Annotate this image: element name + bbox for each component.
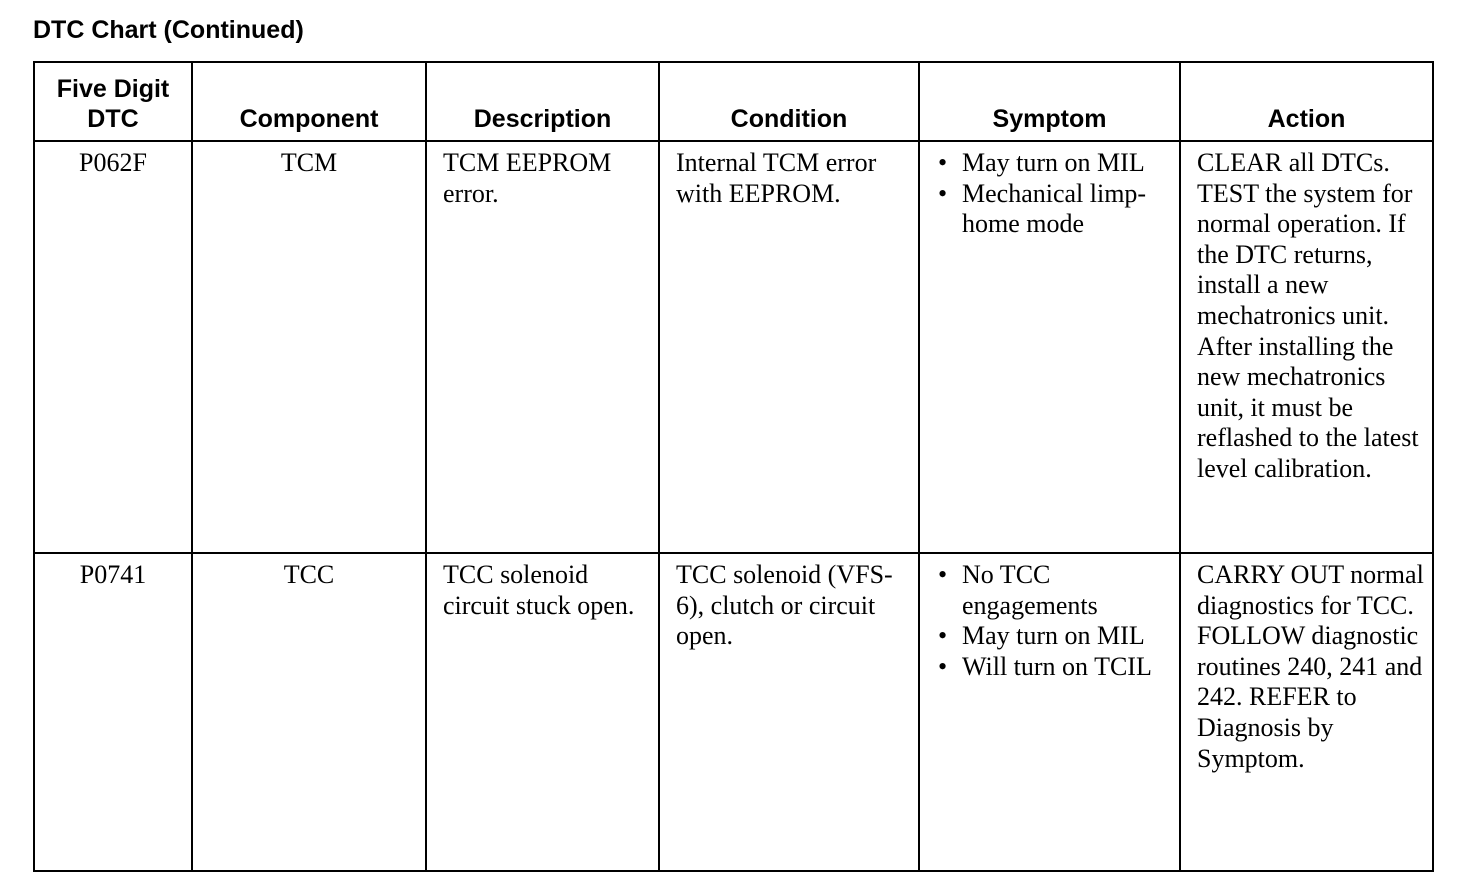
header-five-digit-dtc bbox=[34, 62, 192, 141]
symptom-text: Will turn on TCIL bbox=[962, 651, 1152, 681]
symptom-list bbox=[936, 148, 1171, 240]
symptom-cell bbox=[919, 553, 1180, 871]
dtc-table bbox=[33, 61, 1434, 872]
description-cell: TCM EEPROM error. bbox=[426, 141, 659, 553]
symptom-item bbox=[936, 621, 1171, 652]
header-condition: Condition bbox=[659, 62, 919, 141]
page-title: DTC Chart (Continued) bbox=[33, 16, 304, 44]
header-component: Component bbox=[192, 62, 426, 141]
bullet-icon: • bbox=[938, 621, 948, 651]
symptom-item bbox=[936, 148, 1171, 179]
header-description: Description bbox=[426, 62, 659, 141]
header-dtc-line1: Five Digit bbox=[56, 75, 170, 103]
component-cell: TCC bbox=[192, 553, 426, 871]
component-cell: TCM bbox=[192, 141, 426, 553]
bullet-icon: • bbox=[938, 148, 948, 177]
action-cell: CLEAR all DTCs. TEST the system for normal operation. If the DTC returns, install a new mechatronics unit. After installing the new mechatronics unit, it must be reflashed to the latest level calibration. bbox=[1180, 141, 1433, 553]
table-header-row bbox=[34, 62, 1433, 141]
dtc-code-cell: P0741 bbox=[34, 553, 192, 871]
symptom-text: Mechanical limp-home mode bbox=[962, 178, 1147, 239]
table-row bbox=[34, 553, 1433, 871]
bullet-icon: • bbox=[938, 560, 948, 589]
dtc-code-cell: P062F bbox=[34, 141, 192, 553]
symptom-text: May turn on MIL bbox=[962, 621, 1145, 651]
symptom-item bbox=[936, 179, 1171, 240]
symptom-text: No TCC engagements bbox=[962, 560, 1098, 620]
symptom-text: May turn on MIL bbox=[962, 148, 1145, 177]
symptom-item bbox=[936, 652, 1171, 683]
description-cell: TCC solenoid circuit stuck open. bbox=[426, 553, 659, 871]
table-row bbox=[34, 141, 1433, 553]
symptom-list bbox=[936, 560, 1171, 682]
condition-cell: Internal TCM error with EEPROM. bbox=[659, 141, 919, 553]
header-symptom: Symptom bbox=[919, 62, 1180, 141]
header-action: Action bbox=[1180, 62, 1433, 141]
action-cell: CARRY OUT normal diagnostics for TCC. FOLLOW diagnostic routines 240, 241 and 242. REFER to Diagnosis by Symptom. bbox=[1180, 553, 1433, 871]
header-dtc-line2: DTC bbox=[87, 105, 139, 133]
symptom-item bbox=[936, 560, 1171, 621]
bullet-icon: • bbox=[938, 178, 948, 208]
condition-cell: TCC solenoid (VFS-6), clutch or circuit open. bbox=[659, 553, 919, 871]
symptom-cell bbox=[919, 141, 1180, 553]
bullet-icon: • bbox=[938, 651, 948, 681]
